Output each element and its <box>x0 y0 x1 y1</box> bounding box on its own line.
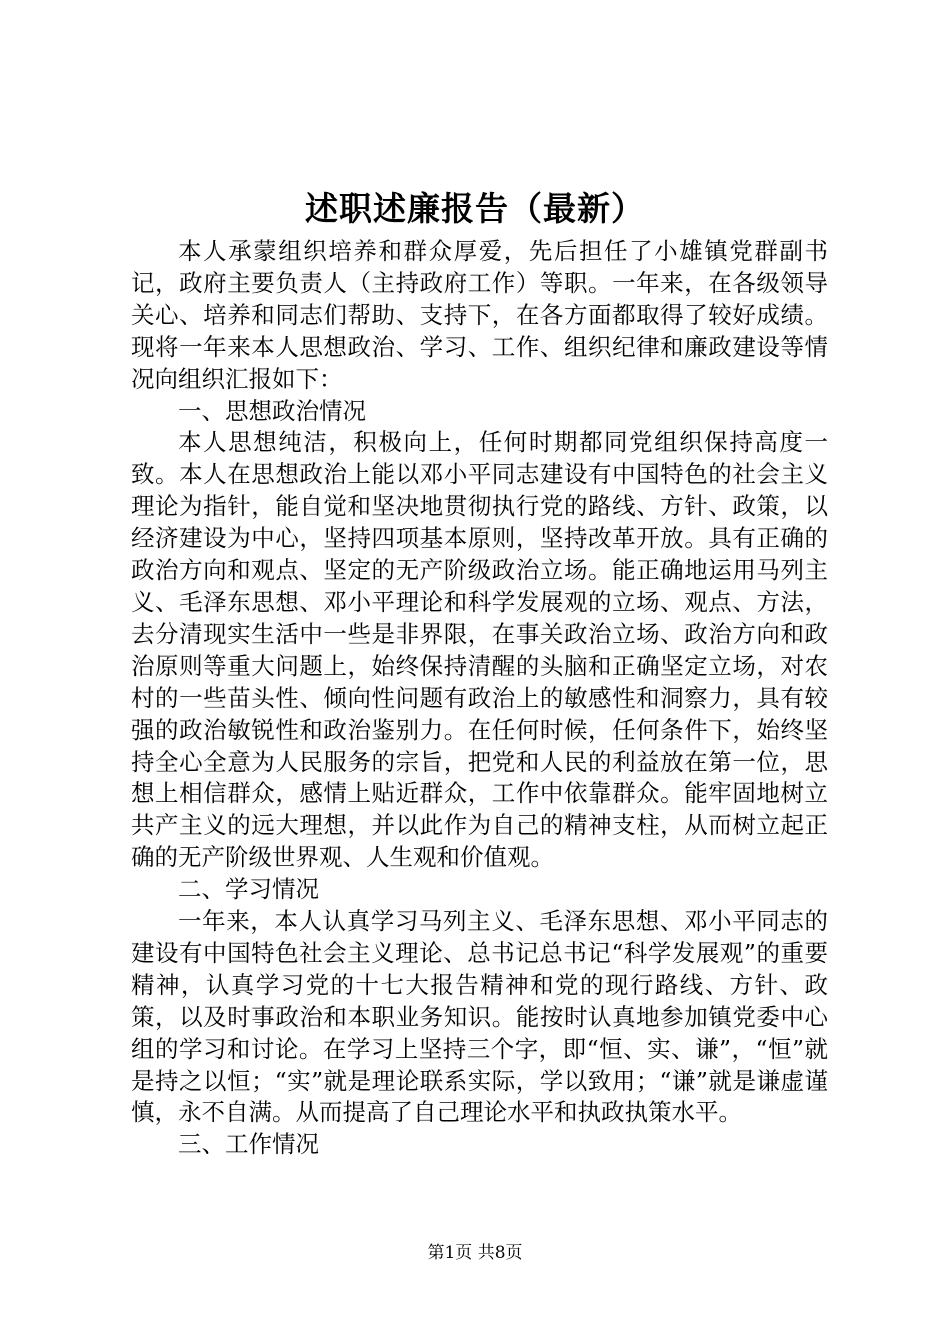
section-heading-political: 一、思想政治情况 <box>178 396 366 425</box>
section-heading-study: 二、学习情况 <box>178 875 319 904</box>
document-body <box>131 236 828 1161</box>
study-paragraph: 一年来，本人认真学习马列主义、毛泽东思想、邓小平同志的建设有中国特色社会主义理论、总书记总书记“科学发展观”的重要精神，认真学习党的十七大报告精神和党的现行路线、方针、政策，以及时事政治和本职业务知识。能按时认真地参加镇党委中心组的学习和讨论。在学习上坚持三个字，即“恒、实、谦”，“恒”就是持之以恒；“实”就是理论联系实际，学以致用；“谦”就是谦虚谨慎，永不自满。从而提高了自己理论水平和执政执策水平。 <box>131 907 828 1127</box>
political-paragraph: 本人思想纯洁，积极向上，任何时期都同党组织保持高度一致。本人在思想政治上能以邓小平同志建设有中国特色的社会主义理论为指针，能自觉和坚决地贯彻执行党的路线、方针、政策，以经济建设为中心，坚持四项基本原则，坚持改革开放。具有正确的政治方向和观点、坚定的无产阶级政治立场。能正确地运用马列主义、毛泽东思想、邓小平理论和科学发展观的立场、观点、方法，去分清现实生活中一些是非界限，在事关政治立场、政治方向和政治原则等重大问题上，始终保持清醒的头脑和正确坚定立场，对农村的一些苗头性、倾向性问题有政治上的敏感性和洞察力，具有较强的政治敏锐性和政治鉴别力。在任何时候，任何条件下，始终坚持全心全意为人民服务的宗旨，把党和人民的利益放在第一位，思想上相信群众，感情上贴近群众，工作中依靠群众。能牢固地树立共产主义的远大理想，并以此作为自己的精神支柱，从而树立起正确的无产阶级世界观、人生观和价值观。 <box>131 428 828 872</box>
page-title: 述职述廉报告（最新） <box>305 189 645 228</box>
intro-paragraph: 本人承蒙组织培养和群众厚爱，先后担任了小雄镇党群副书记，政府主要负责人（主持政府工作）等职。一年来，在各级领导关心、培养和同志们帮助、支持下，在各方面都取得了较好成绩。现将一年来本人思想政治、学习、工作、组织纪律和廉政建设等情况向组织汇报如下： <box>131 237 828 393</box>
page-footer: 第1页 共8页 <box>427 1243 523 1263</box>
section-heading-work: 三、工作情况 <box>178 1130 319 1159</box>
